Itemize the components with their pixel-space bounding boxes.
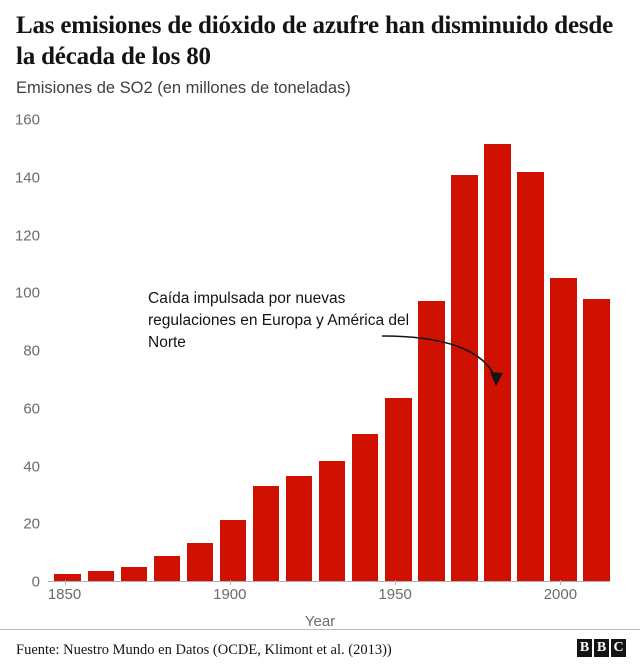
bar [451,175,477,581]
x-axis-tick-mark [65,580,66,585]
bar [121,567,147,581]
y-axis-tick-label: 20 [23,515,40,533]
bar [550,278,576,581]
y-axis-tick-label: 0 [31,573,40,591]
y-axis-tick-label: 60 [23,400,40,418]
chart-subtitle: Emisiones de SO2 (en millones de toneladas) [16,79,351,97]
source-note: Fuente: Nuestro Mundo en Datos (OCDE, Klimont et al. (2013)) [16,642,392,658]
bar [352,434,378,581]
bar [187,543,213,581]
chart-footer [0,629,640,671]
x-axis-ticks [48,586,610,610]
x-axis-tick-label: 1950 [378,586,412,603]
bar [583,299,609,581]
y-axis-tick-label: 40 [23,458,40,475]
x-axis-tick-mark [395,580,396,585]
x-axis-line [48,581,610,582]
bar [418,301,444,581]
bar [319,461,345,581]
bbc-logo [577,639,626,657]
bar [154,556,180,581]
bar [517,172,543,581]
bar [385,398,411,581]
x-axis-tick-label: 1900 [213,586,247,603]
y-axis-tick-label: 160 [14,111,40,129]
y-axis-tick-label: 120 [14,227,40,244]
bar [54,574,80,581]
bar [88,571,114,581]
bar [220,520,246,581]
y-axis-tick-label: 100 [14,284,40,302]
chart-area [0,108,640,628]
bbc-logo-letter-3: C [611,639,626,657]
y-axis-tick-label: 80 [23,342,40,360]
x-axis-tick-mark [230,580,231,585]
x-axis-tick-label: 2000 [543,586,578,603]
y-axis-tick-label: 140 [14,169,40,187]
bar [253,486,279,581]
x-axis-tick-mark [560,580,561,585]
page-title: Las emisiones de dióxido de azufre han disminuido desde la década de los 80 [16,12,613,70]
chart-annotation: Caída impulsada por nuevas regulaciones en Europa y América del Norte [148,290,410,351]
x-axis-tick-label: 1850 [47,586,82,603]
bar [286,476,312,581]
bbc-logo-letter-2: B [594,639,609,657]
bbc-logo-letter-1: B [577,639,592,657]
x-axis-title: Year [304,613,336,630]
bar [484,144,510,581]
chart-header [0,0,640,98]
